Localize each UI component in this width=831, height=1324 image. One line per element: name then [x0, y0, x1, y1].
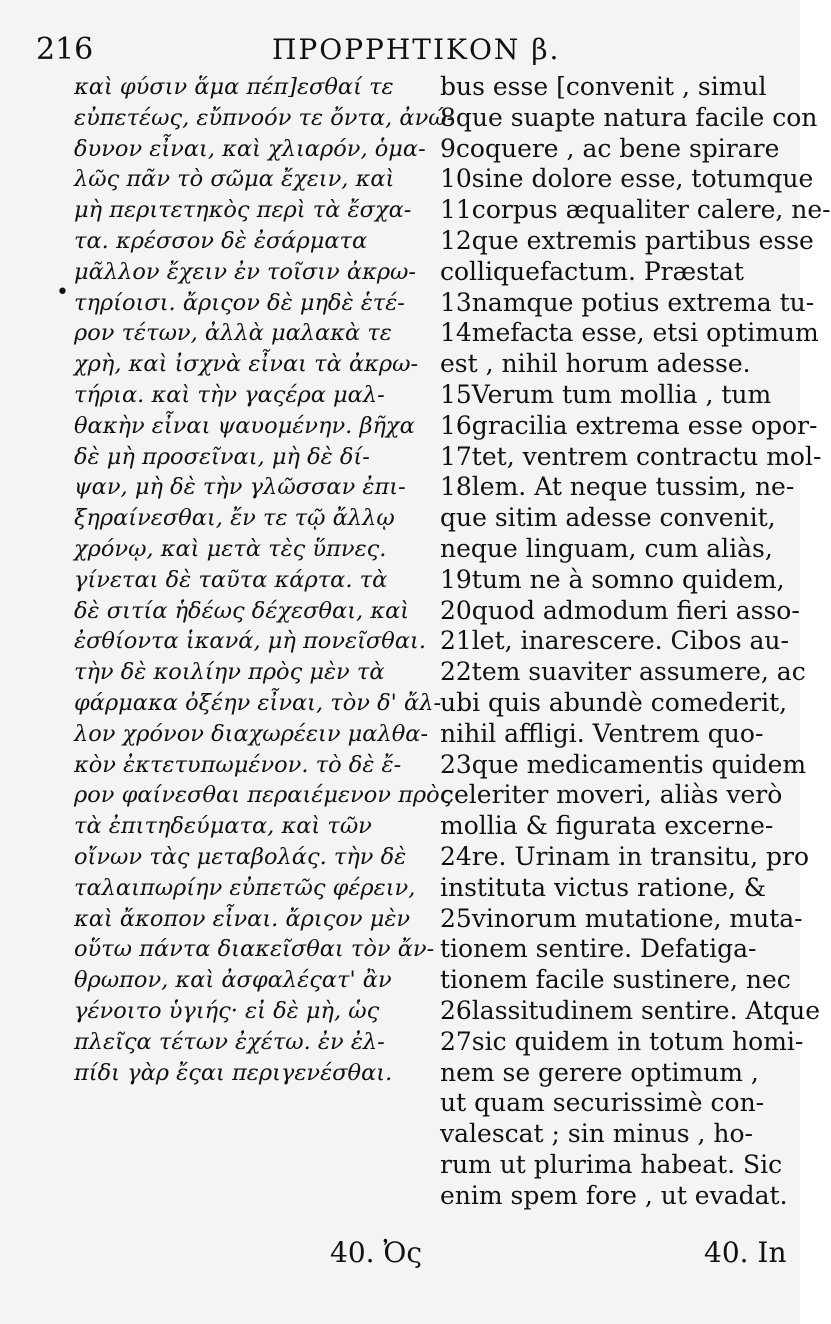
latin-text-line: valescat ; sin minus , ho- [440, 1119, 753, 1149]
greek-column [74, 72, 455, 1088]
greek-text-line: μᾶλλον ἔχειν ἐν τοῖσιν ἀκρω- [74, 258, 417, 285]
greek-text-line: ρον φαίνεσθαι περαιέμενον πρὸς [74, 782, 453, 809]
page-header [36, 30, 760, 70]
latin-text-line: nem se gerere optimum , [440, 1057, 759, 1087]
latin-text-line: tionem sentire. Defatiga- [440, 934, 757, 964]
latin-text-line: 26lassitudinem sentire. Atque [440, 995, 821, 1025]
latin-text-line: 23que medicamentis quidem [440, 749, 807, 779]
latin-text-line: 27sic quidem in totum homi- [440, 1026, 804, 1056]
running-head: ΠΡΟΡΡΗΤΙΚΟΝ β. [272, 33, 561, 66]
greek-text-line: γίνεται δὲ ταῦτα κάρτα. τὰ [74, 566, 388, 593]
latin-text-line: neque linguam, cum aliàs, [440, 533, 773, 563]
greek-text-line: φάρμακα ὀξέην εἶναι, τὸν δ' ἄλ- [74, 689, 442, 716]
latin-text-line: bus esse [convenit , simul [440, 72, 767, 101]
latin-text-line: 13namque potius extrema tu- [440, 287, 815, 317]
latin-text-line: 19tum ne à somno quidem, [440, 564, 785, 594]
latin-text-line: 16gracilia extrema esse opor- [440, 410, 818, 440]
latin-text-line: 17tet, ventrem contractu mol- [440, 441, 822, 471]
greek-text-line: πλεῖςα τέτων ἐχέτω. ἐν ἐλ- [74, 1028, 385, 1055]
greek-text-line: τηρίοισι. ἄριςον δὲ μηδὲ ἑτέ- [74, 289, 405, 316]
greek-text-line: θακὴν εἶναι ψαυομένην. βῆχα [74, 412, 415, 439]
greek-text-line: οἴνων τὰς μεταβολάς. τὴν δὲ [74, 843, 407, 870]
greek-text-line: πίδι γὰρ ἔςαι περιγενέσθαι. [74, 1059, 393, 1086]
greek-text-line: θρωπον, καὶ ἀσφαλέςατ' ἂν [74, 967, 392, 994]
greek-text-line: ρον τέτων, ἀλλὰ μαλακὰ τε [74, 320, 392, 347]
latin-text-line: nihil affligi. Ventrem quo- [440, 718, 764, 748]
greek-catchword: 40. Ὀς [330, 1236, 423, 1269]
latin-text-line: ubi quis abundè comederit, [440, 687, 788, 717]
greek-text-line: εὐπετέως, εὔπνοόν τε ὄντα, ἀνώ- [74, 104, 455, 131]
latin-text-line: 9coquere , ac bene spirare [440, 133, 780, 163]
latin-text-line: 24re. Urinam in transitu, pro [440, 841, 810, 871]
greek-text-line: ἐσθίοντα ἱκανά, μὴ πονεῖσθαι. [74, 628, 427, 655]
greek-text-line: λῶς πᾶν τὸ σῶμα ἔχειν, καὶ [74, 166, 395, 193]
latin-text-line: tionem facile sustinere, nec [440, 965, 791, 995]
latin-text-line: 14mefacta esse, etsi optimum [440, 318, 819, 348]
greek-text-line: δὲ σιτία ἡδέως δέχεσθαι, καὶ [74, 597, 410, 624]
latin-text-line: que sitim adesse convenit, [440, 503, 776, 533]
latin-text-line: 22tem suaviter assumere, ac [440, 657, 806, 687]
greek-text-line: τήρια. καὶ τὴν γαςέρα μαλ- [74, 381, 385, 408]
greek-text-line: καὶ φύσιν ἅμα πέπ]εσθαί τε [74, 74, 394, 100]
greek-text-line: δυνον εἶναι, καὶ χλιαρόν, ὁμα- [74, 135, 426, 162]
latin-text-line: rum ut plurima habeat. Sic [440, 1149, 783, 1179]
margin-marker: • [56, 280, 69, 305]
greek-text-line: κὸν ἐκτετυπωμένον. τὸ δὲ ἔ- [74, 751, 402, 778]
latin-text-line: colliquefactum. Præstat [440, 256, 744, 286]
greek-text-line: οὕτω πάντα διακεῖσθαι τὸν ἄν- [74, 936, 435, 963]
greek-text-line: λον χρόνον διαχωρέειν μαλθα- [74, 720, 429, 747]
greek-text-line: χρόνῳ, καὶ μετὰ τὲς ὕπνες. [74, 535, 387, 562]
page-number: 216 [36, 32, 94, 67]
latin-text-line: 21let, inarescere. Cibos au- [440, 626, 789, 656]
latin-text-line: enim spem fore , ut evadat. [440, 1180, 788, 1210]
latin-text-line: 12que extremis partibus esse [440, 225, 814, 255]
latin-text-line: instituta victus ratione, & [440, 872, 767, 902]
greek-text-line: καὶ ἄκοπον εἶναι. ἄριςον μὲν [74, 905, 411, 932]
latin-text-line: 18lem. At neque tussim, ne- [440, 472, 795, 502]
latin-text-line: celeriter moveri, aliàs verò [440, 780, 783, 810]
latin-text-line: mollia & figurata excerne- [440, 811, 774, 841]
latin-text-line: est , nihil horum adesse. [440, 349, 751, 379]
latin-text-line: 25vinorum mutatione, muta- [440, 903, 803, 933]
greek-text-line: τὴν δὲ κοιλίην πρὸς μὲν τὰ [74, 659, 385, 686]
greek-text-line: μὴ περιτετηκὸς περὶ τὰ ἔσχα- [74, 197, 412, 224]
greek-text-line: ξηραίνεσθαι, ἔν τε τῷ ἄλλῳ [74, 505, 395, 532]
latin-column [440, 72, 831, 1211]
greek-text-line: ταλαιπωρίην εὐπετῶς φέρειν, [74, 874, 416, 901]
greek-text-line: δὲ μὴ προσεῖναι, μὴ δὲ δί- [74, 443, 370, 470]
latin-catchword: 40. In [704, 1236, 787, 1269]
greek-text-line: ψαν, μὴ δὲ τὴν γλῶσσαν ἐπι- [74, 474, 406, 501]
latin-text-line: 11corpus æqualiter calere, ne- [440, 195, 831, 225]
greek-text-line: τὰ ἐπιτηδεύματα, καὶ τῶν [74, 813, 372, 840]
latin-text-line: 8que suapte natura facile con [440, 102, 818, 132]
greek-text-line: γένοιτο ὑγιής· εἰ δὲ μὴ, ὡς [74, 997, 380, 1024]
latin-text-line: 20quod admodum fieri asso- [440, 595, 800, 625]
latin-text-line: 10sine dolore esse, totumque [440, 164, 814, 194]
greek-text-line: χρὴ, καὶ ἰσχνὰ εἶναι τὰ ἀκρω- [74, 351, 419, 378]
greek-text-line: τα. κρέσσον δὲ ἐσάρματα [74, 227, 368, 254]
latin-text-line: ut quam securissimè con- [440, 1088, 765, 1118]
latin-text-line: 15Verum tum mollia , tum [440, 379, 772, 409]
